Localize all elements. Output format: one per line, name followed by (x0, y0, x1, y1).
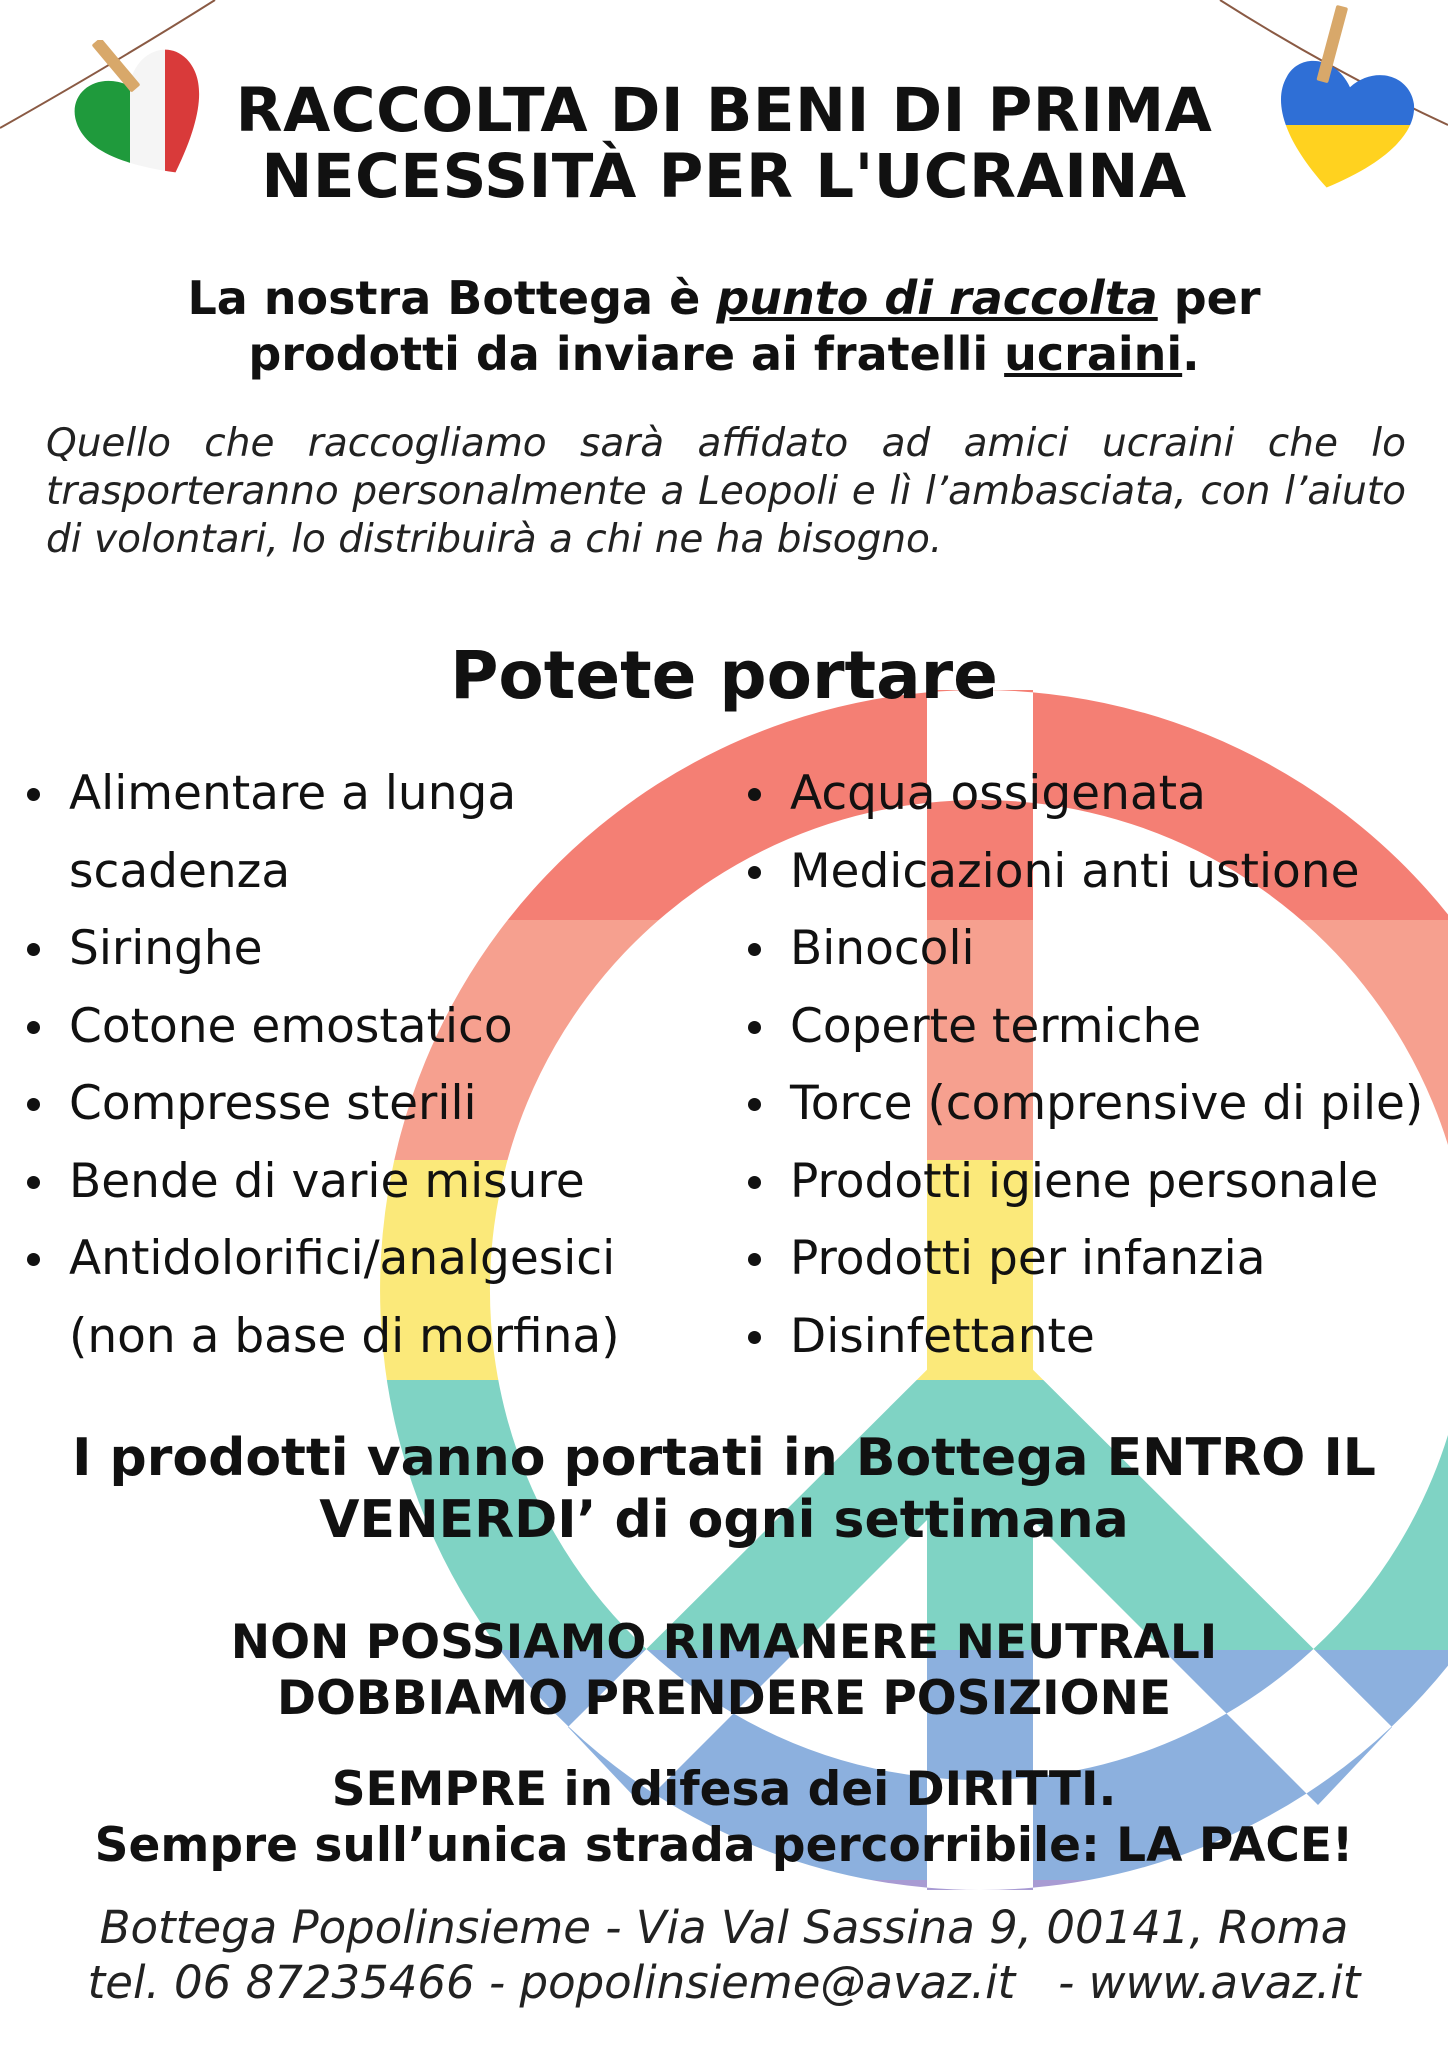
slogan (40, 1615, 1408, 1727)
slogan-line-2: DOBBIAMO PRENDERE POSIZIONE (276, 1671, 1172, 1726)
items-list-right (748, 755, 1448, 1375)
footer-address: Bottega Popolinsieme - Via Val Sassina 9, 00141, Roma (99, 1901, 1349, 1954)
contact-footer (40, 1900, 1408, 2010)
list-item: Medicazioni anti ustione (748, 833, 1448, 911)
section-title: Potete portare (450, 637, 998, 714)
subtitle (120, 270, 1328, 382)
notice-line-2: VENERDI’ di ogni settimana (319, 1490, 1129, 1550)
list-item: Coperte termiche (748, 988, 1448, 1066)
subtitle-emphasis: punto di raccolta (716, 271, 1158, 325)
list-item: Prodotti per infanzia (748, 1220, 1448, 1298)
list-item: Compresse sterili (27, 1065, 667, 1143)
list-item: Antidolorifici/analgesici (non a base di morfina) (27, 1220, 667, 1375)
list-item: Acqua ossigenata (748, 755, 1448, 833)
list-item: Cotone emostatico (27, 988, 667, 1066)
rights-statement (40, 1762, 1408, 1874)
title-line-1: RACCOLTA DI BENI DI PRIMA (235, 75, 1213, 146)
footer-contacts: tel. 06 87235466 - popolinsieme@avaz.it - www.avaz.it (87, 1956, 1361, 2009)
list-item: Prodotti igiene personale (748, 1143, 1448, 1221)
slogan-line-1: NON POSSIAMO RIMANERE NEUTRALI (230, 1615, 1218, 1670)
page-title (190, 75, 1258, 212)
list-item: Bende di varie misure (27, 1143, 667, 1221)
notice-line-1: I prodotti vanno portati in Bottega ENTRO IL (72, 1428, 1376, 1488)
list-item: Torce (comprensive di pile) (748, 1065, 1448, 1143)
subtitle-part-1: La nostra Bottega è (187, 271, 717, 325)
list-item: Alimentare a lunga scadenza (27, 755, 667, 910)
items-list-left (27, 755, 667, 1375)
list-item: Binocoli (748, 910, 1448, 988)
list-item: Siringhe (27, 910, 667, 988)
subtitle-part-2: per (1157, 271, 1261, 325)
rights-line-1: SEMPRE in difesa dei DIRITTI. (331, 1762, 1117, 1817)
rights-line-2: Sempre sull’unica strada percorribile: LA PACE! (94, 1818, 1354, 1873)
subtitle-part-3: prodotti da inviare ai fratelli (248, 327, 1005, 381)
subtitle-part-4: . (1182, 327, 1200, 381)
ukraine-heart-icon (1270, 5, 1420, 195)
title-line-2: NECESSITÀ PER L'UCRAINA (261, 141, 1187, 212)
list-item: Disinfettante (748, 1298, 1448, 1376)
deadline-notice (40, 1427, 1408, 1551)
intro-paragraph: Quello che raccogliamo sarà affidato ad amici ucraini che lo trasporteranno personalmente a Leopoli e lì l’ambasciata, con l’aiuto di volontari, lo distribuirà a chi ne ha bisogno. (46, 421, 1406, 562)
subtitle-underline: ucraini (1004, 327, 1183, 381)
